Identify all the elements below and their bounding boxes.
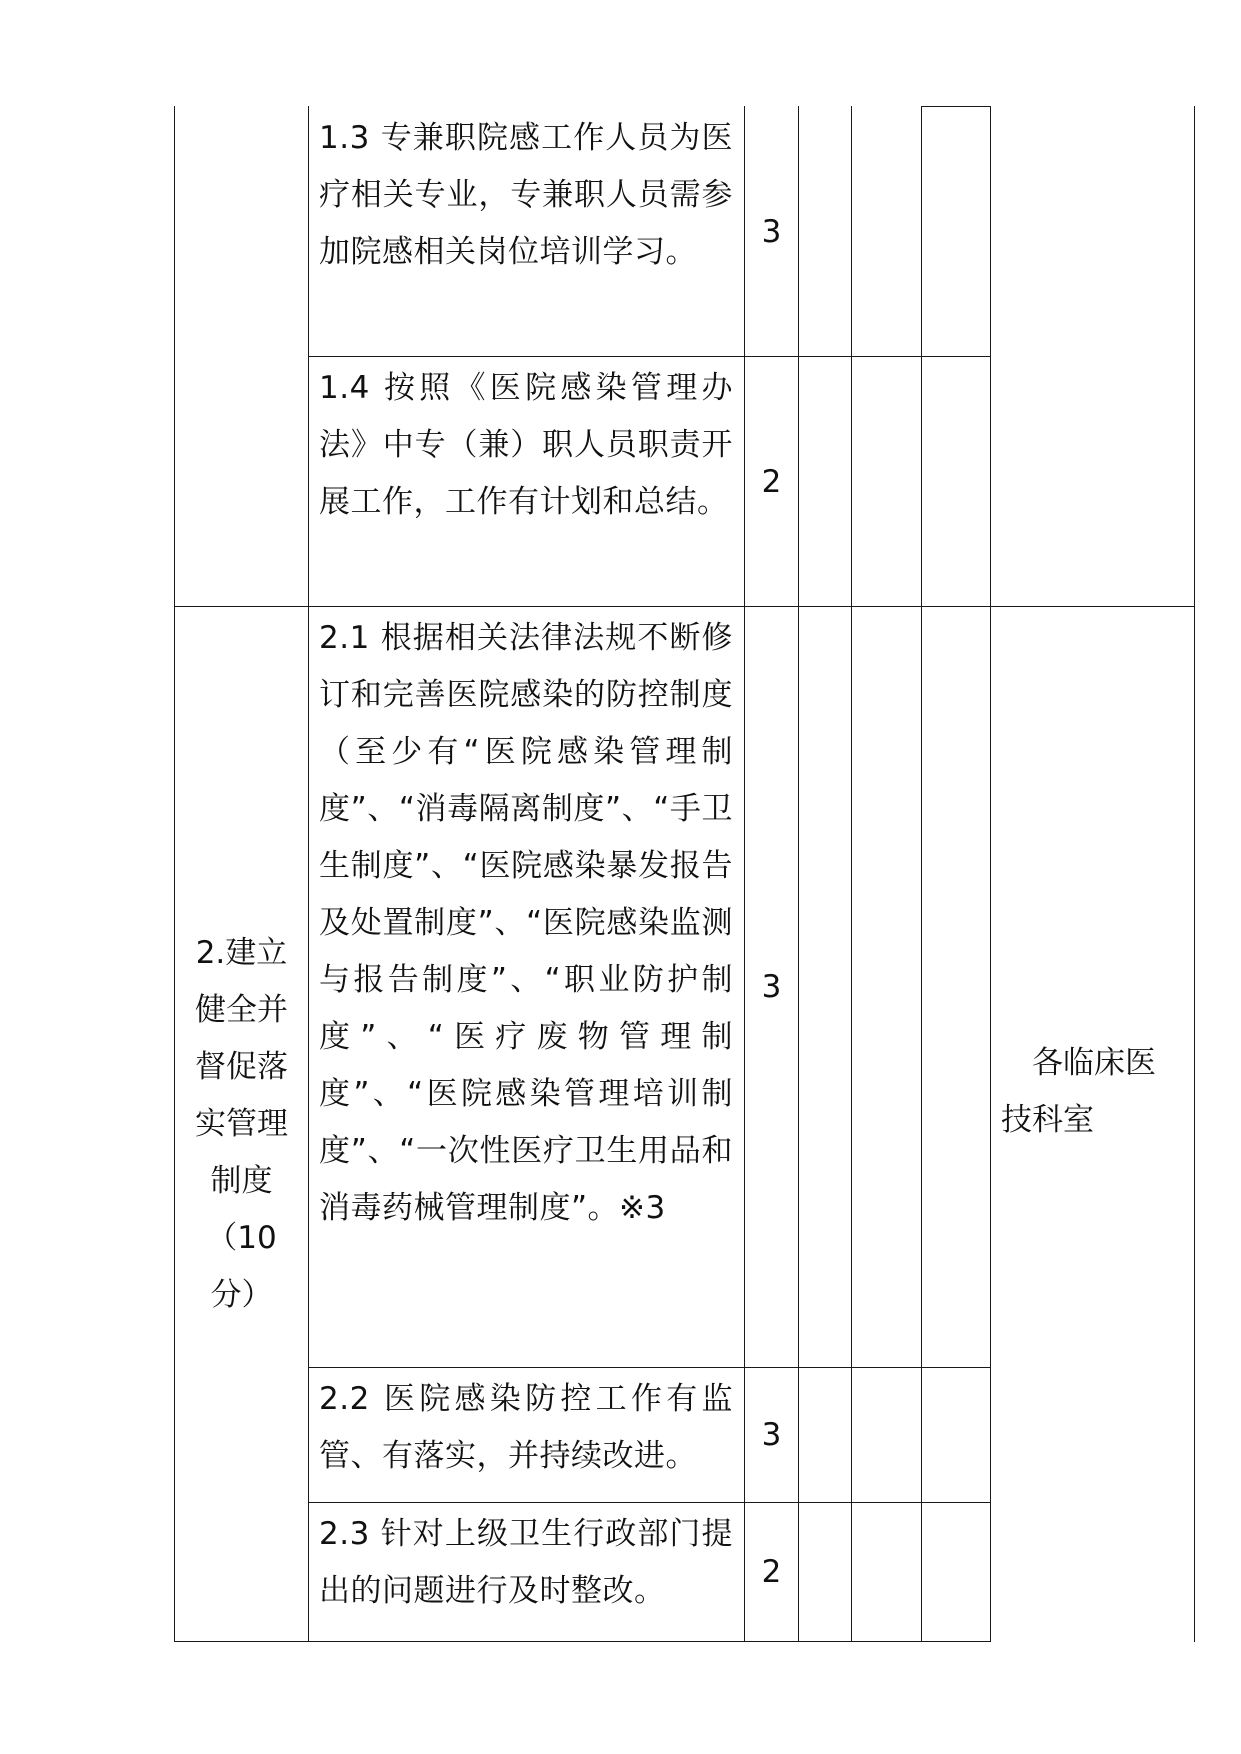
row-2-2-score: 3 bbox=[761, 1417, 782, 1453]
row-line-2 bbox=[174, 606, 1195, 607]
category-2-line: 督促落 bbox=[195, 1048, 288, 1085]
col-line-5 bbox=[851, 106, 852, 1642]
category-2-line: 实管理 bbox=[195, 1105, 288, 1142]
row-line-1 bbox=[308, 356, 991, 357]
row-2-1-content: 2.1 根据相关法律法规不断修订和完善医院感染的防控制度（至少有“医院感染管理制度”、“消毒隔离制度”、“手卫生制度”、“医院感染暴发报告及处置制度”、“医院感染监测与报告制度”、“职业防护制度”、“医疗废物管理制度”、“医院感染管理培训制度”、“一次性医疗卫生用品和消毒药械管理制度”。※3 bbox=[319, 620, 733, 1226]
category-2-line: （10 bbox=[206, 1219, 277, 1256]
row-1-4-content: 1.4 按照《医院感染管理办法》中专（兼）职人员职责开展工作，工作有计划和总结。 bbox=[319, 370, 733, 520]
category-2-line: 制度 bbox=[210, 1162, 273, 1199]
row-2-3-score: 2 bbox=[761, 1554, 782, 1590]
category-2-line: 健全并 bbox=[195, 991, 288, 1028]
category-2-line: 分） bbox=[210, 1276, 273, 1313]
col-line-6 bbox=[921, 106, 922, 1642]
row-line-top-partial bbox=[921, 106, 991, 107]
row-2-2-content: 2.2 医院感染防控工作有监管、有落实，并持续改进。 bbox=[319, 1381, 733, 1474]
col-line-2 bbox=[308, 106, 309, 1642]
col-line-4 bbox=[798, 106, 799, 1642]
row-2-1-score: 3 bbox=[761, 969, 782, 1005]
col-line-8 bbox=[1194, 106, 1195, 1642]
category-2-line: 2.建立 bbox=[195, 934, 288, 971]
row-line-3 bbox=[308, 1367, 991, 1368]
row-1-4-score: 2 bbox=[761, 463, 782, 500]
responsible-department: 各临床医技科室 bbox=[1001, 1045, 1156, 1138]
row-line-4 bbox=[308, 1502, 991, 1503]
row-2-3-content: 2.3 针对上级卫生行政部门提出的问题进行及时整改。 bbox=[319, 1516, 733, 1609]
row-1-3-content: 1.3 专兼职院感工作人员为医疗相关专业，专兼职人员需参加院感相关岗位培训学习。 bbox=[319, 120, 733, 270]
row-line-bottom bbox=[174, 1641, 991, 1642]
category-2-label bbox=[175, 607, 308, 1641]
row-1-3-score: 3 bbox=[761, 213, 782, 250]
col-line-7 bbox=[990, 106, 991, 1642]
